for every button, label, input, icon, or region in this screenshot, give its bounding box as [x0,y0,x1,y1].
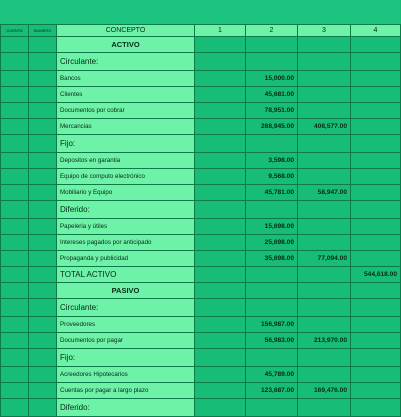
table-row [1,37,401,53]
cuenta-cell[interactable] [1,135,29,153]
cuenta-cell[interactable] [1,103,29,119]
col-3-cell[interactable] [298,201,351,219]
cuenta-cell[interactable] [1,185,29,201]
cuenta-cell[interactable] [1,367,29,383]
col-3-cell[interactable] [298,349,351,367]
col-4-cell[interactable] [351,219,401,235]
col-4-cell[interactable] [351,235,401,251]
col-4-cell[interactable] [351,383,401,399]
concept-cell[interactable]: Mercancias [57,119,195,135]
cuenta-cell[interactable] [1,251,29,267]
col-2-cell[interactable] [246,283,298,299]
col-4-cell[interactable] [351,367,401,383]
concept-cell[interactable]: Acreedores Hipotecarios [57,367,195,383]
col-3-cell[interactable]: 58,947.00 [298,185,351,201]
col-1-cell[interactable] [195,53,246,71]
cuenta-cell[interactable] [1,283,29,299]
concept-cell[interactable]: Circulante: [57,53,195,71]
col-2-cell[interactable]: 35,698.00 [246,251,298,267]
col-2-cell[interactable]: 15,000.00 [246,71,298,87]
header-row [1,25,401,37]
col-2-cell[interactable] [246,135,298,153]
col-4-cell[interactable] [351,169,401,185]
col-1-cell[interactable] [195,169,246,185]
col-4-cell[interactable] [351,135,401,153]
numero-cell[interactable] [29,37,57,53]
table-body [1,37,401,417]
numero-cell[interactable] [29,317,57,333]
table-row [1,399,401,417]
concept-cell[interactable]: Depositos en garantia [57,153,195,169]
col-1-cell[interactable] [195,185,246,201]
table-row [1,251,401,267]
col-3-cell[interactable] [298,53,351,71]
col-3-cell[interactable] [298,169,351,185]
header-col-4[interactable]: 4 [351,25,401,37]
col-1-cell[interactable] [195,349,246,367]
table-row [1,185,401,201]
col-1-cell[interactable] [195,399,246,417]
col-3-cell[interactable]: 213,970.00 [298,333,351,349]
table-row [1,71,401,87]
table-row [1,299,401,317]
col-4-cell[interactable] [351,349,401,367]
col-1-cell[interactable] [195,103,246,119]
concept-cell[interactable]: ACTIVO [57,37,195,53]
concept-cell[interactable]: Bancos [57,71,195,87]
table-row [1,169,401,185]
col-2-cell[interactable] [246,267,298,283]
header-col-3[interactable]: 3 [298,25,351,37]
col-3-cell[interactable]: 77,094.00 [298,251,351,267]
concept-cell[interactable]: Diferido: [57,201,195,219]
col-2-cell[interactable] [246,399,298,417]
col-1-cell[interactable] [195,201,246,219]
col-2-cell[interactable]: 78,951.00 [246,103,298,119]
col-4-cell[interactable] [351,37,401,53]
table-row [1,53,401,71]
table-row [1,153,401,169]
col-1-cell[interactable] [195,317,246,333]
balance-sheet-table [0,24,401,417]
numero-cell[interactable] [29,299,57,317]
col-3-cell[interactable]: 408,577.00 [298,119,351,135]
col-3-cell[interactable] [298,37,351,53]
col-4-cell[interactable] [351,87,401,103]
cuenta-cell[interactable] [1,399,29,417]
table-row [1,349,401,367]
numero-cell[interactable] [29,87,57,103]
col-3-cell[interactable]: 169,476.00 [298,383,351,399]
concept-cell[interactable]: Circulante: [57,299,195,317]
col-2-cell[interactable]: 45,789.00 [246,367,298,383]
col-1-cell[interactable] [195,219,246,235]
col-4-cell[interactable] [351,317,401,333]
col-2-cell[interactable]: 15,698.00 [246,219,298,235]
table-row [1,267,401,283]
col-4-cell[interactable] [351,71,401,87]
numero-cell[interactable] [29,185,57,201]
concept-cell[interactable]: Fijo: [57,349,195,367]
header-col-2[interactable]: 2 [246,25,298,37]
top-bar [0,0,400,24]
col-2-cell[interactable] [246,37,298,53]
col-4-cell[interactable] [351,53,401,71]
table-row [1,201,401,219]
col-2-cell[interactable]: 9,568.00 [246,169,298,185]
col-3-cell[interactable] [298,267,351,283]
numero-cell[interactable] [29,119,57,135]
col-2-cell[interactable] [246,53,298,71]
col-1-cell[interactable] [195,283,246,299]
numero-cell[interactable] [29,201,57,219]
table-row [1,119,401,135]
col-1-cell[interactable] [195,153,246,169]
col-2-cell[interactable]: 268,945.00 [246,119,298,135]
numero-cell[interactable] [29,399,57,417]
col-1-cell[interactable] [195,333,246,349]
col-1-cell[interactable] [195,135,246,153]
col-4-cell[interactable] [351,251,401,267]
header-concepto[interactable]: CONCEPTO [57,25,195,37]
table-row [1,103,401,119]
table-row [1,333,401,349]
concept-cell[interactable]: Cuentas por pagar a largo plazo [57,383,195,399]
col-3-cell[interactable] [298,71,351,87]
col-3-cell[interactable] [298,103,351,119]
table-row [1,235,401,251]
col-2-cell[interactable] [246,201,298,219]
col-3-cell[interactable] [298,235,351,251]
col-1-cell[interactable] [195,235,246,251]
numero-cell[interactable] [29,367,57,383]
numero-cell[interactable] [29,169,57,185]
col-2-cell[interactable]: 3,598.00 [246,153,298,169]
numero-cell[interactable] [29,383,57,399]
col-3-cell[interactable] [298,367,351,383]
cuenta-cell[interactable] [1,299,29,317]
concept-cell[interactable]: Equipo de computo electrónico [57,169,195,185]
concept-cell[interactable]: Propaganda y publicidad [57,251,195,267]
col-3-cell[interactable] [298,87,351,103]
header-col-1[interactable]: 1 [195,25,246,37]
cuenta-cell[interactable] [1,333,29,349]
concept-cell[interactable]: Documentos por cobrar [57,103,195,119]
cuenta-cell[interactable] [1,37,29,53]
numero-cell[interactable] [29,135,57,153]
concept-cell[interactable]: Diferido: [57,399,195,417]
col-2-cell[interactable] [246,349,298,367]
cuenta-cell[interactable] [1,383,29,399]
col-4-cell[interactable] [351,399,401,417]
header-numero[interactable]: NUMERO [29,25,57,37]
header-cuenta[interactable]: CUENTA [1,25,29,37]
col-2-cell[interactable]: 123,687.00 [246,383,298,399]
cuenta-cell[interactable] [1,169,29,185]
col-3-cell[interactable] [298,299,351,317]
col-4-cell[interactable] [351,283,401,299]
cuenta-cell[interactable] [1,119,29,135]
col-1-cell[interactable] [195,37,246,53]
concept-cell[interactable]: PASIVO [57,283,195,299]
numero-cell[interactable] [29,53,57,71]
concept-cell[interactable]: Mobiliario y Equipo [57,185,195,201]
cuenta-cell[interactable] [1,235,29,251]
col-3-cell[interactable] [298,399,351,417]
cuenta-cell[interactable] [1,349,29,367]
table-row [1,317,401,333]
table-row [1,383,401,399]
col-4-cell[interactable] [351,119,401,135]
col-1-cell[interactable] [195,383,246,399]
numero-cell[interactable] [29,267,57,283]
col-4-cell[interactable] [351,153,401,169]
col-4-cell[interactable] [351,333,401,349]
col-4-cell[interactable] [351,201,401,219]
cuenta-cell[interactable] [1,201,29,219]
numero-cell[interactable] [29,349,57,367]
col-1-cell[interactable] [195,71,246,87]
col-2-cell[interactable]: 45,681.00 [246,87,298,103]
numero-cell[interactable] [29,333,57,349]
col-1-cell[interactable] [195,367,246,383]
col-4-cell[interactable] [351,299,401,317]
numero-cell[interactable] [29,251,57,267]
concept-cell[interactable]: Fijo: [57,135,195,153]
col-4-cell[interactable] [351,185,401,201]
col-1-cell[interactable] [195,119,246,135]
col-1-cell[interactable] [195,251,246,267]
col-2-cell[interactable]: 156,987.00 [246,317,298,333]
col-1-cell[interactable] [195,299,246,317]
cuenta-cell[interactable] [1,317,29,333]
cuenta-cell[interactable] [1,87,29,103]
numero-cell[interactable] [29,103,57,119]
table-row [1,367,401,383]
numero-cell[interactable] [29,153,57,169]
table-row [1,283,401,299]
col-1-cell[interactable] [195,87,246,103]
concept-cell[interactable]: Proveedores [57,317,195,333]
col-4-cell[interactable]: 544,618.00 [351,267,401,283]
concept-cell[interactable]: Clientes [57,87,195,103]
numero-cell[interactable] [29,219,57,235]
concept-cell[interactable]: TOTAL ACTIVO [57,267,195,283]
cuenta-cell[interactable] [1,53,29,71]
concept-cell[interactable]: Papeleria y útiles [57,219,195,235]
cuenta-cell[interactable] [1,267,29,283]
cuenta-cell[interactable] [1,219,29,235]
table-row [1,219,401,235]
col-3-cell[interactable] [298,135,351,153]
col-1-cell[interactable] [195,267,246,283]
numero-cell[interactable] [29,283,57,299]
col-4-cell[interactable] [351,103,401,119]
table-row [1,135,401,153]
concept-cell[interactable]: Intereses pagados por anticipado [57,235,195,251]
col-2-cell[interactable]: 56,983.00 [246,333,298,349]
col-2-cell[interactable]: 45,781.00 [246,185,298,201]
col-3-cell[interactable] [298,317,351,333]
col-2-cell[interactable] [246,299,298,317]
numero-cell[interactable] [29,71,57,87]
numero-cell[interactable] [29,235,57,251]
cuenta-cell[interactable] [1,153,29,169]
table-row [1,87,401,103]
concept-cell[interactable]: Documentos por pagar [57,333,195,349]
cuenta-cell[interactable] [1,71,29,87]
col-3-cell[interactable] [298,283,351,299]
col-3-cell[interactable] [298,219,351,235]
col-3-cell[interactable] [298,153,351,169]
col-2-cell[interactable]: 25,698.00 [246,235,298,251]
